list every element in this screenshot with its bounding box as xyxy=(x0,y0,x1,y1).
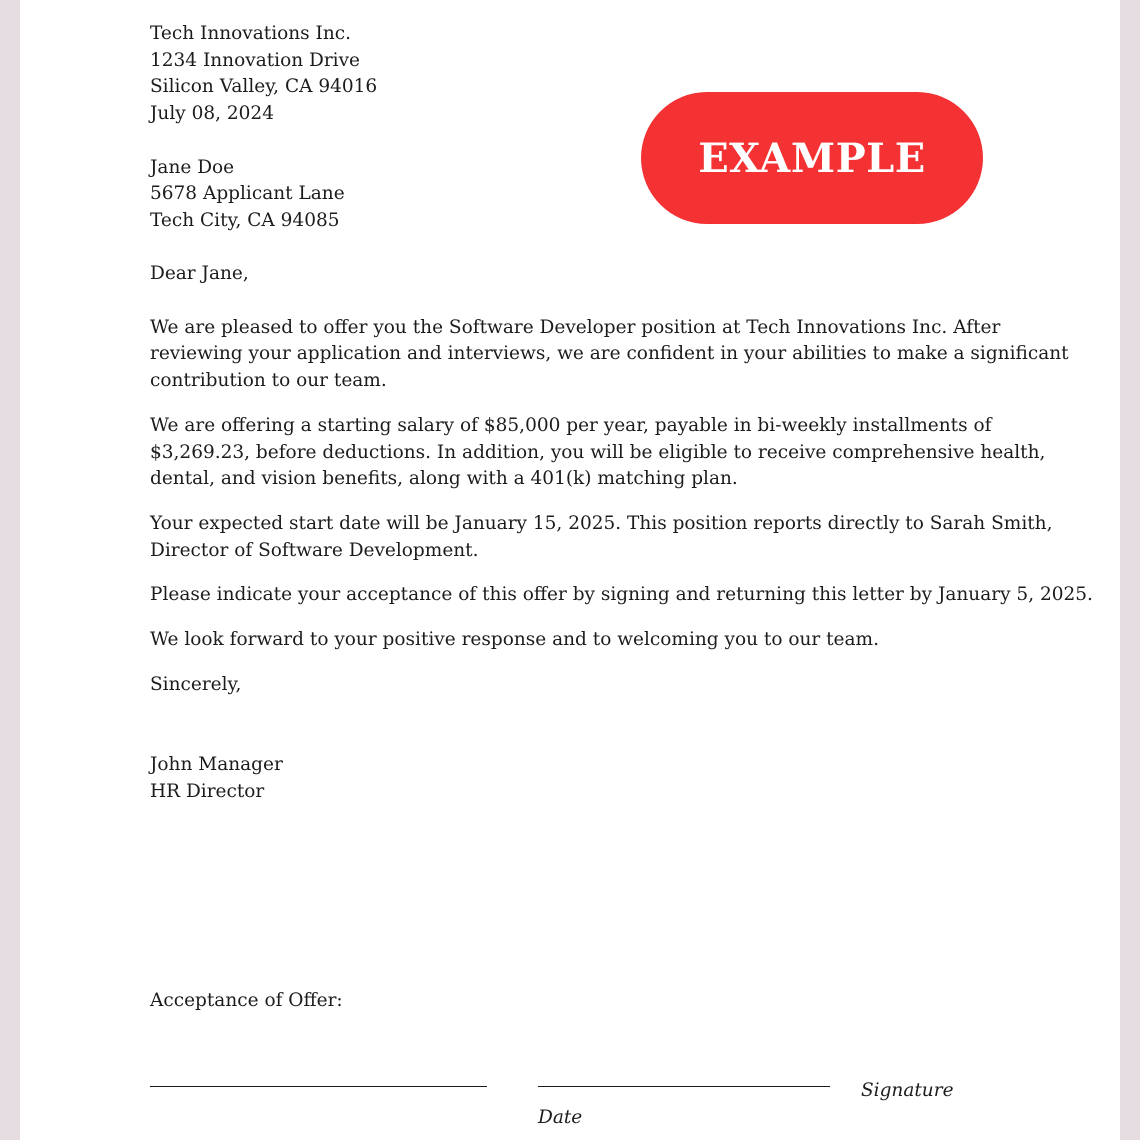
recipient-name: Jane Doe xyxy=(150,156,235,178)
date-label: Date xyxy=(538,1107,583,1128)
paragraph-line: dental, and vision benefits, along with a 401(k) matching plan. xyxy=(150,468,738,490)
paragraph-closing-remark xyxy=(150,627,1000,654)
paragraph-line: We are pleased to offer you the Software Developer position at Tech Innovations Inc. After xyxy=(150,316,1001,338)
paragraph-salary xyxy=(150,413,1046,493)
signature-line xyxy=(150,1086,487,1087)
letter-date: July 08, 2024 xyxy=(150,103,274,125)
example-stamp-label: EXAMPLE xyxy=(698,134,926,182)
paragraph-line: reviewing your application and interviews, we are confident in your abilities to make a significant xyxy=(150,343,1069,365)
salutation: Dear Jane, xyxy=(150,263,249,285)
example-stamp xyxy=(641,92,983,224)
paragraph-line: $3,269.23, before deductions. In addition, you will be eligible to receive comprehensive health, xyxy=(150,441,1046,463)
letter-page xyxy=(20,0,1120,1140)
paragraph-line: contribution to our team. xyxy=(150,370,387,392)
date-line xyxy=(538,1086,830,1087)
sender-company: Tech Innovations Inc. xyxy=(150,23,352,44)
signer-title: HR Director xyxy=(150,780,265,802)
closing: Sincerely, xyxy=(150,673,242,695)
recipient-street: 5678 Applicant Lane xyxy=(150,183,345,205)
paragraph-start-date xyxy=(150,511,1053,564)
paragraph-line: Please indicate your acceptance of this offer by signing and returning this letter by January 5, 2025. xyxy=(150,584,1093,606)
paragraph-line: Your expected start date will be January 15, 2025. This position reports directly to Sarah Smith, xyxy=(150,512,1053,534)
signer-block xyxy=(150,752,1000,805)
sender-street: 1234 Innovation Drive xyxy=(150,49,360,71)
paragraph-line: Director of Software Development. xyxy=(150,539,479,561)
signer-name: John Manager xyxy=(150,753,283,775)
paragraph-line: We are offering a starting salary of $85,000 per year, payable in bi-weekly installments of xyxy=(150,414,992,436)
sender-city: Silicon Valley, CA 94016 xyxy=(150,76,378,98)
acceptance-heading: Acceptance of Offer: xyxy=(150,990,343,1011)
paragraph-acceptance-request xyxy=(150,582,1093,609)
signature-label: Signature xyxy=(861,1080,954,1101)
paragraph-line: We look forward to your positive response and to welcoming you to our team. xyxy=(150,629,879,651)
recipient-city: Tech City, CA 94085 xyxy=(150,209,340,231)
paragraph-offer xyxy=(150,315,1069,395)
